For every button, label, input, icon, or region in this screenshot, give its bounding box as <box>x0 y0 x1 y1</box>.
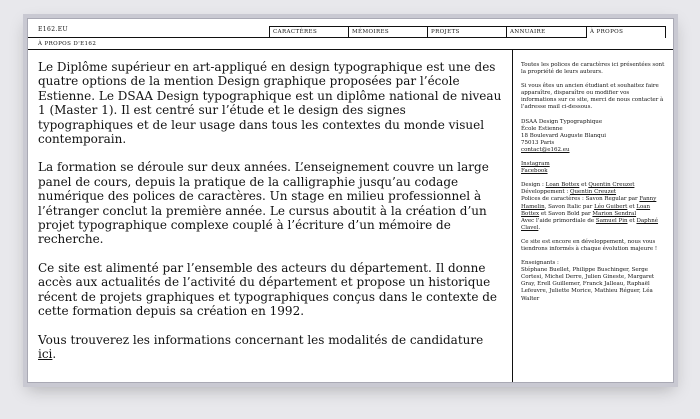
tab-a-propos[interactable]: À PROPOS <box>586 26 666 38</box>
candidature-link[interactable]: ici <box>38 346 53 361</box>
address-block <box>521 119 666 154</box>
credit-samuel-pin[interactable]: Samuel Pin <box>595 217 628 224</box>
formation-paragraph: La formation se déroule sur deux années. L’enseignement couvre un large panel de cours, depuis la pratique de la calligraphie jusqu’au codage numérique des polices de caractères. Un stage en milieu professionnel à l’étranger conclut la première année. Le cursus aboutit à la création d’un projet typographique complexe couplé à l’écriture d’un mémoire de recherche. <box>38 160 489 247</box>
credits <box>521 182 666 232</box>
tab-annuaire[interactable]: ANNUAIRE <box>506 26 586 38</box>
credit-help-end: . <box>538 224 541 231</box>
credit-daphne-clavel[interactable]: Daphné Clavel <box>521 217 659 231</box>
credit-design-label: Design : <box>521 182 546 189</box>
browser-window <box>27 18 674 383</box>
site-logo[interactable]: E162.EU <box>38 26 68 33</box>
fonts-note: Toutes les polices de caractères ici présentées sont la propriété de leurs auteurs. <box>521 62 665 76</box>
address-line-2: École Estienne <box>521 125 563 132</box>
credit-sep: et <box>579 182 589 189</box>
credit-fanny-hamelin[interactable]: Fanny Hamelin <box>521 196 657 210</box>
credit-help-sep: et <box>627 217 637 224</box>
instagram-link[interactable]: Instagram <box>521 161 550 168</box>
address-line-1: DSAA Design Typographique <box>521 118 603 125</box>
tab-projets[interactable]: PROJETS <box>427 26 506 38</box>
credit-quentin-creuzet[interactable]: Quentin Creuzet <box>588 182 635 189</box>
contact-note: Si vous êtes un ancien étudiant et souhaitez faire apparaître, disparaître ou modifier vos informations sur ce site, merci de nous contacter à l’adresse mail ci-dessous. <box>521 83 664 111</box>
site-paragraph: Ce site est alimenté par l’ensemble des acteurs du département. Il donne accès aux actualités de l’activité du département et propose un historique récent de projets graphiques et typographiques conçus dans le contexte de cette formation depuis sa création en 1992. <box>38 260 498 319</box>
credit-dev-label: Développement : <box>521 189 570 196</box>
credit-fonts-mid: , Savon Italic par <box>544 203 595 210</box>
breadcrumb: À PROPOS D'E162 <box>38 41 97 47</box>
dev-note: Ce site est encore en développement, nous vous tiendrons informés à chaque évolution majeure ! <box>521 238 658 252</box>
email-link[interactable]: contact@e162.eu <box>521 146 570 153</box>
credit-fonts-mid2: et Savon Bold par <box>539 210 593 217</box>
candidature-text: Vous trouverez les informations concernant les modalités de candidature <box>38 332 484 347</box>
credit-dev-quentin[interactable]: Quentin Creuzet <box>569 189 617 196</box>
credit-leo-guibert[interactable]: Léo Guibert <box>594 203 628 210</box>
breadcrumb-rule <box>28 49 673 50</box>
candidature-end: . <box>52 346 57 361</box>
teachers-list: Stéphane Buellet, Philippe Buschinger, Serge Cortesi, Michel Derre, Julien Gineste, Margaret Gray, Erell Guillemer, Franck Jalleau, Raphaël Lefeuvre, Juliette Morice, Mathieu Réguer, Léa Walter <box>521 267 655 302</box>
intro-paragraph: Le Diplôme supérieur en art-appliqué en design typographique est une des quatre options de la mention Design graphique proposées par l’école Estienne. Le DSAA Design typographique est un diplôme national de niveau 1 (Master 1). Il est centré sur l’étude et le design des signes typographiques et de leur usage dans tous les contextes du monde visuel contemporain. <box>38 60 502 147</box>
credit-fonts-loan[interactable]: Loan Bottex <box>521 203 651 217</box>
nav-rule <box>28 37 587 38</box>
credit-fonts-label: Polices de caractères : Savon Regular par <box>521 196 640 203</box>
sidebar <box>521 62 666 310</box>
tab-caracteres[interactable]: CARACTÈRES <box>269 26 348 38</box>
credit-fonts-sep: et <box>627 203 637 210</box>
candidature-paragraph <box>38 333 503 362</box>
credit-help-label: Avec l’aide primordiale de <box>521 217 596 224</box>
tab-memoires[interactable]: MÉMOIRES <box>348 26 427 38</box>
address-line-4: 75013 Paris <box>521 139 555 146</box>
address-line-3: 18 Boulevard Auguste Blanqui <box>521 132 606 139</box>
teachers-block <box>521 260 666 303</box>
facebook-link[interactable]: Facebook <box>521 168 548 175</box>
credit-loan-bottex[interactable]: Loan Bottex <box>545 182 580 189</box>
teachers-label: Enseignants : <box>521 260 559 267</box>
top-bar <box>28 19 673 38</box>
main-content <box>38 60 503 375</box>
credit-marion-sendral[interactable]: Marion Sendral <box>592 210 637 217</box>
column-divider <box>512 49 513 383</box>
social-links <box>521 161 666 175</box>
